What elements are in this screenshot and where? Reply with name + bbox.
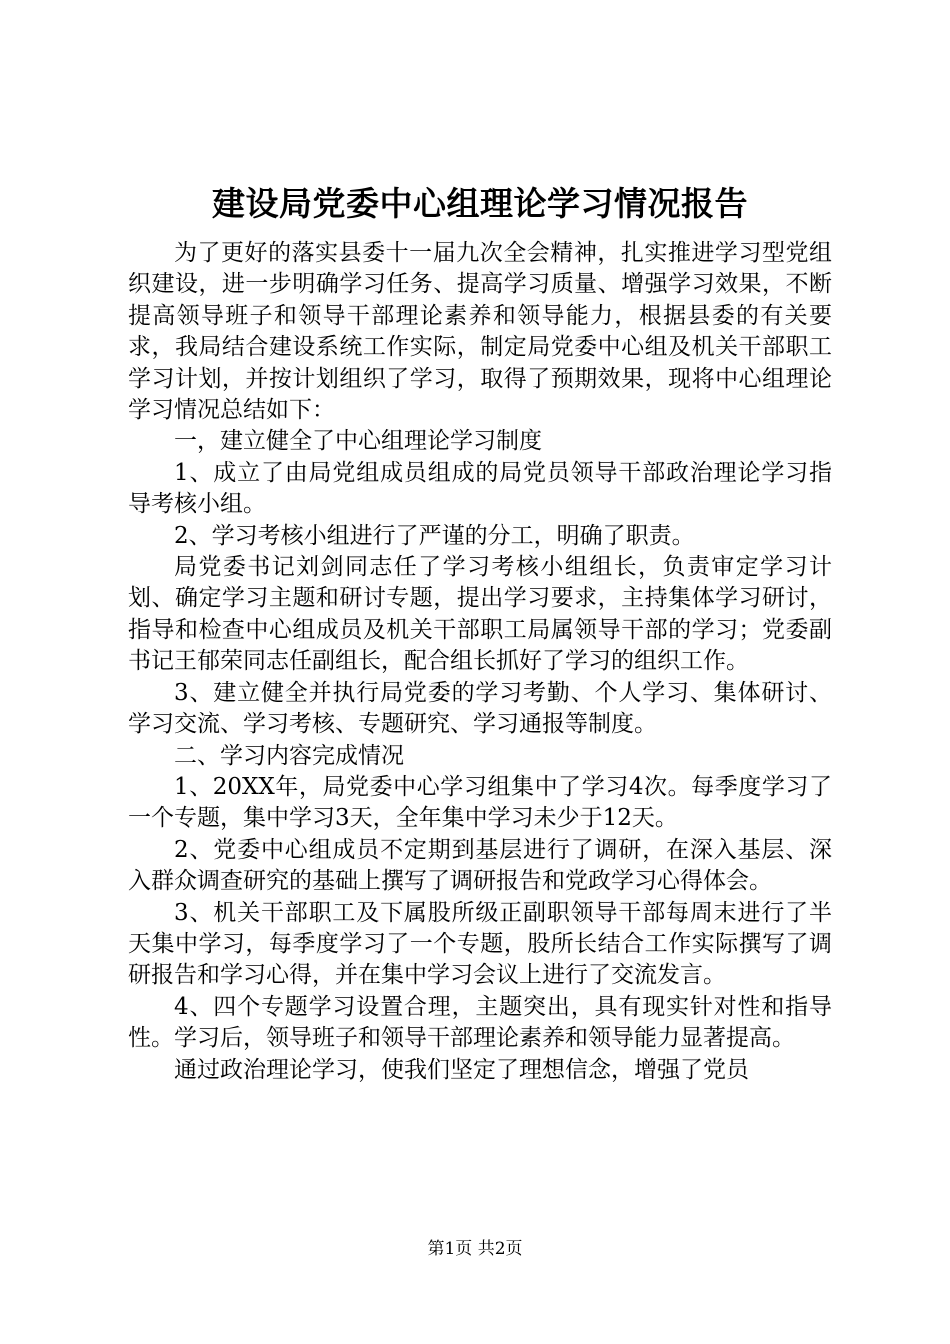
paragraph-2-2: 2、党委中心组成员不定期到基层进行了调研，在深入基层、深入群众调查研究的基础上撰写了调研报告和党政学习心得体会。	[128, 836, 832, 895]
document-page	[128, 178, 832, 1086]
section-heading-2: 二、学习内容完成情况	[174, 742, 404, 769]
section-heading-1: 一，建立健全了中心组理论学习制度	[174, 428, 542, 455]
paragraph-1-2: 2、学习考核小组进行了严谨的分工，明确了职责。	[174, 522, 695, 549]
paragraph-2-1: 1、20XX年，局党委中心学习组集中了学习4次。每季度学习了一个专题，集中学习3天，全年集中学习未少于12天。	[128, 773, 832, 832]
paragraph-intro: 为了更好的落实县委十一届九次全会精神，扎实推进学习型党组织建设，进一步明确学习任务、提高学习质量、增强学习效果，不断提高领导班子和领导干部理论素养和领导能力，根据县委的有关要求，我局结合建设系统工作实际，制定局党委中心组及机关干部职工学习计划，并按计划组织了学习，取得了预期效果，现将中心组理论学习情况总结如下：	[128, 240, 832, 424]
document-title: 建设局党委中心组理论学习情况报告	[212, 184, 748, 223]
paragraph-1-3: 3、建立健全并执行局党委的学习考勤、个人学习、集体研讨、学习交流、学习考核、专题研究、学习通报等制度。	[128, 679, 832, 738]
paragraph-2-3: 3、机关干部职工及下属股所级正副职领导干部每周末进行了半天集中学习，每季度学习了一个专题，股所长结合工作实际撰写了调研报告和学习心得，并在集中学习会议上进行了交流发言。	[128, 899, 832, 989]
paragraph-1-2-detail: 局党委书记刘剑同志任了学习考核小组组长，负责审定学习计划、确定学习主题和研讨专题，提出学习要求，主持集体学习研讨，指导和检查中心组成员及机关干部职工局属领导干部的学习；党委副书记王郁荣同志任副组长，配合组长抓好了学习的组织工作。	[128, 554, 832, 675]
paragraph-1-1: 1、成立了由局党组成员组成的局党员领导干部政治理论学习指导考核小组。	[128, 459, 832, 518]
page-number: 第1页 共2页	[427, 1239, 523, 1259]
paragraph-closing: 通过政治理论学习，使我们坚定了理想信念，增强了党员	[174, 1056, 749, 1083]
paragraph-2-4: 4、四个专题学习设置合理，主题突出，具有现实针对性和指导性。学习后，领导班子和领导干部理论素养和领导能力显著提高。	[128, 993, 832, 1052]
